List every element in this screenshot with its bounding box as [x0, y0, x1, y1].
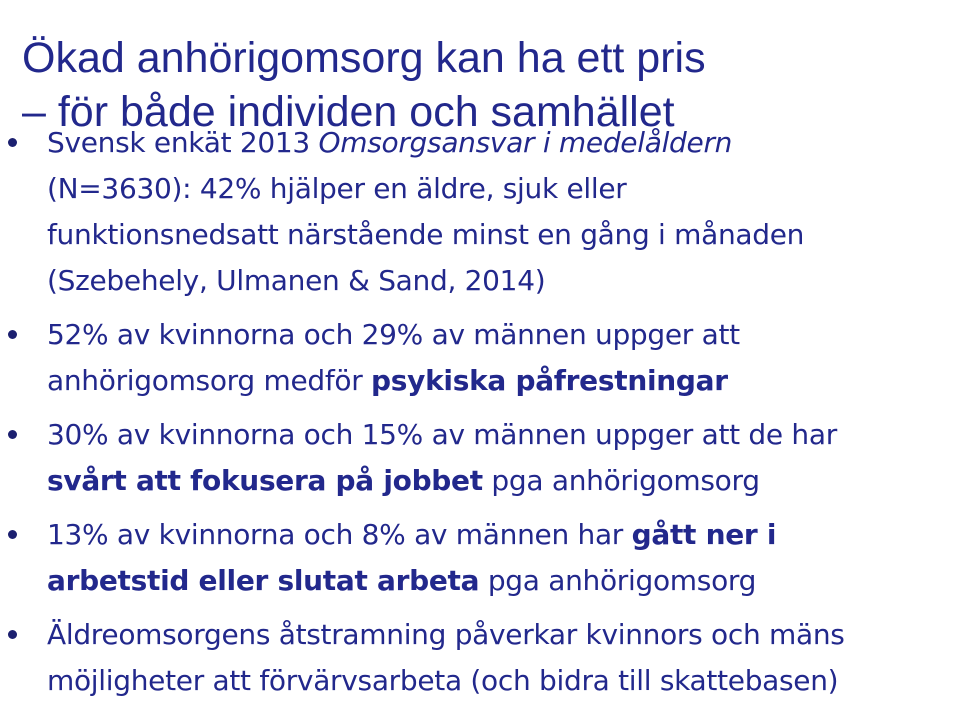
bullet-reduced-hours — [0, 512, 960, 604]
bullet-line: (N=3630): 42% hjälper en äldre, sjuk eller — [47, 172, 627, 205]
title-line-2: – för både individen och samhället — [22, 87, 675, 136]
bullet-elderly-care-cuts — [0, 612, 960, 704]
bullet-line — [47, 358, 960, 404]
bullet-line — [47, 512, 960, 558]
bullet-text: anhörigomsorg medför — [47, 364, 372, 397]
bullet-focus-at-work — [0, 412, 960, 504]
bullet-text: Svensk enkät 2013 — [47, 126, 319, 159]
bullet-line: Äldreomsorgens åtstramning påverkar kvinnors och mäns — [47, 618, 845, 651]
bullet-text: 13% av kvinnorna och 8% av männen har — [47, 518, 632, 551]
bullet-line: funktionsnedsatt närstående minst en gång i månaden — [47, 218, 805, 251]
bullet-line — [47, 458, 960, 504]
bullet-survey — [0, 120, 960, 304]
bullet-text: pga anhörigomsorg — [482, 464, 760, 497]
bullet-dot-icon — [8, 330, 17, 339]
bullet-list — [0, 120, 960, 712]
bullet-line: 52% av kvinnorna och 29% av männen uppger att — [47, 318, 740, 351]
bullet-psychological-strain — [0, 312, 960, 404]
title-line-1: Ökad anhörigomsorg kan ha ett pris — [22, 33, 706, 82]
bullet-dot-icon — [8, 138, 17, 147]
bullet-emphasis: svårt att fokusera på jobbet — [47, 464, 483, 497]
bullet-line: (Szebehely, Ulmanen & Sand, 2014) — [47, 264, 546, 297]
bullet-line: möjligheter att förvärvsarbeta (och bidra till skattebasen) — [47, 664, 839, 697]
bullet-text: pga anhörigomsorg — [479, 564, 757, 597]
bullet-emphasis: arbetstid eller slutat arbeta — [47, 564, 480, 597]
bullet-dot-icon — [8, 630, 17, 639]
survey-title: Omsorgsansvar i medelåldern — [318, 126, 733, 159]
bullet-emphasis: psykiska påfrestningar — [371, 364, 728, 397]
bullet-dot-icon — [8, 530, 17, 539]
bullet-line: 30% av kvinnorna och 15% av männen uppger att de har — [47, 418, 837, 451]
bullet-emphasis: gått ner i — [631, 518, 777, 551]
bullet-dot-icon — [8, 430, 17, 439]
bullet-line — [47, 558, 960, 604]
bullet-line — [47, 120, 960, 166]
